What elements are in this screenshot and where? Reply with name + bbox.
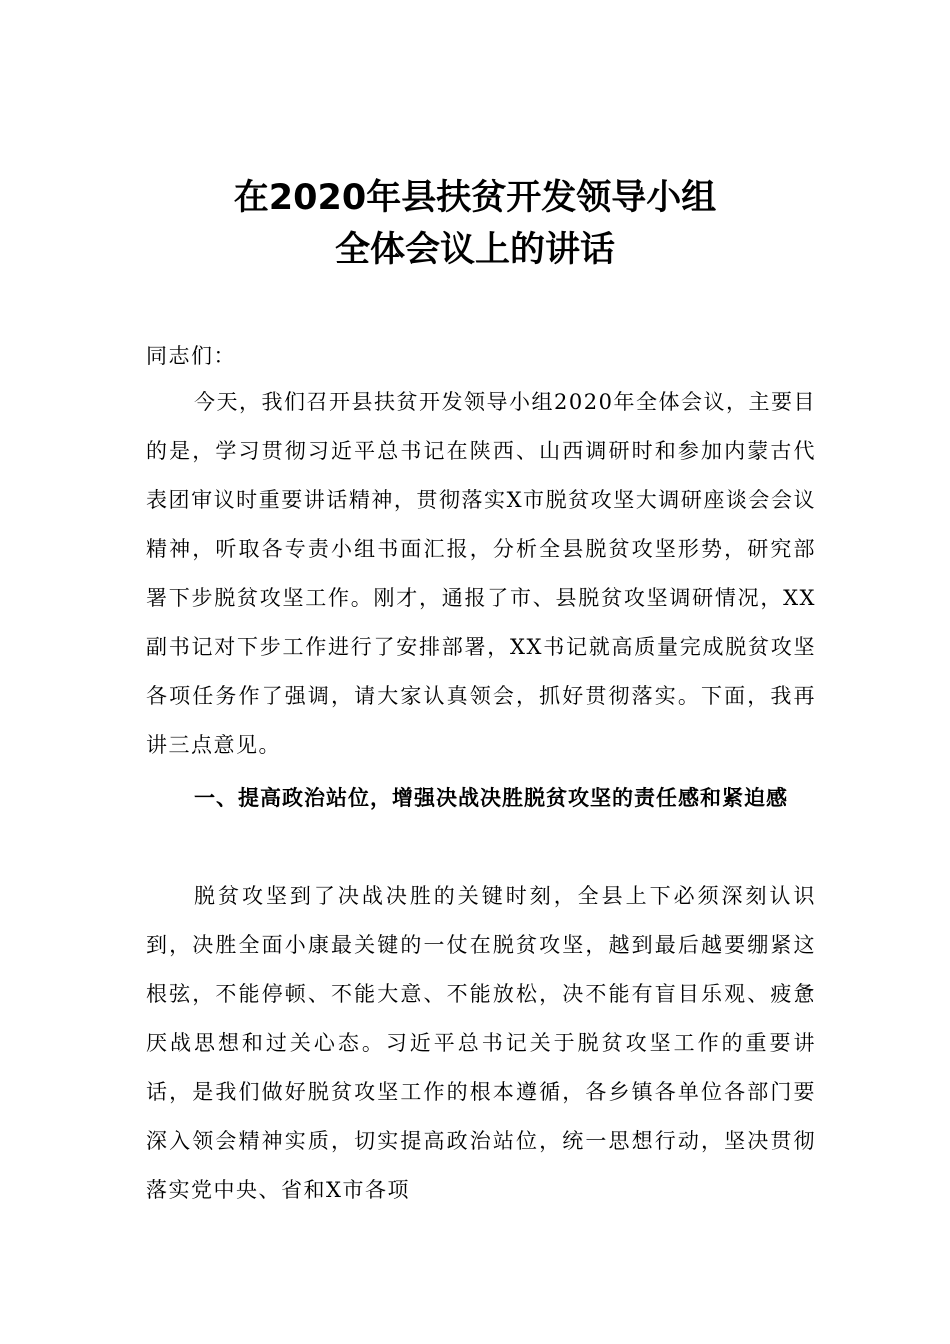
paragraph-1: 今天，我们召开县扶贫开发领导小组2020年全体会议，主要目的是，学习贯彻习近平总书记在陕西、山西调研时和参加内蒙古代表团审议时重要讲话精神，贯彻落实X市脱贫攻坚大调研座谈会会议精神，听取各专责小组书面汇报，分析全县脱贫攻坚形势，研究部署下步脱贫攻坚工作。刚才，通报了市、县脱贫攻坚调研情况，XX副书记对下步工作进行了安排部署，XX书记就高质量完成脱贫攻坚各项任务作了强调，请大家认真领会，抓好贯彻落实。下面，我再讲三点意见。 (146, 390, 816, 757)
section-heading-1: 一、提高政治站位，增强决战决胜脱贫攻坚的责任感和紧迫感 (194, 786, 788, 810)
salutation: 同志们： (146, 344, 236, 368)
document-title-line1: 在2020年县扶贫开发领导小组 (233, 178, 717, 218)
paragraph-2: 脱贫攻坚到了决战决胜的关键时刻，全县上下必须深刻认识到，决胜全面小康最关键的一仗在脱贫攻坚，越到最后越要绷紧这根弦，不能停顿、不能大意、不能放松，决不能有盲目乐观、疲惫厌战思想和过关心态。习近平总书记关于脱贫攻坚工作的重要讲话，是我们做好脱贫攻坚工作的根本遵循，各乡镇各单位各部门要深入领会精神实质，切实提高政治站位，统一思想行动，坚决贯彻落实党中央、省和X市各项 (146, 884, 816, 1202)
document-title-line2: 全体会议上的讲话 (334, 230, 615, 270)
